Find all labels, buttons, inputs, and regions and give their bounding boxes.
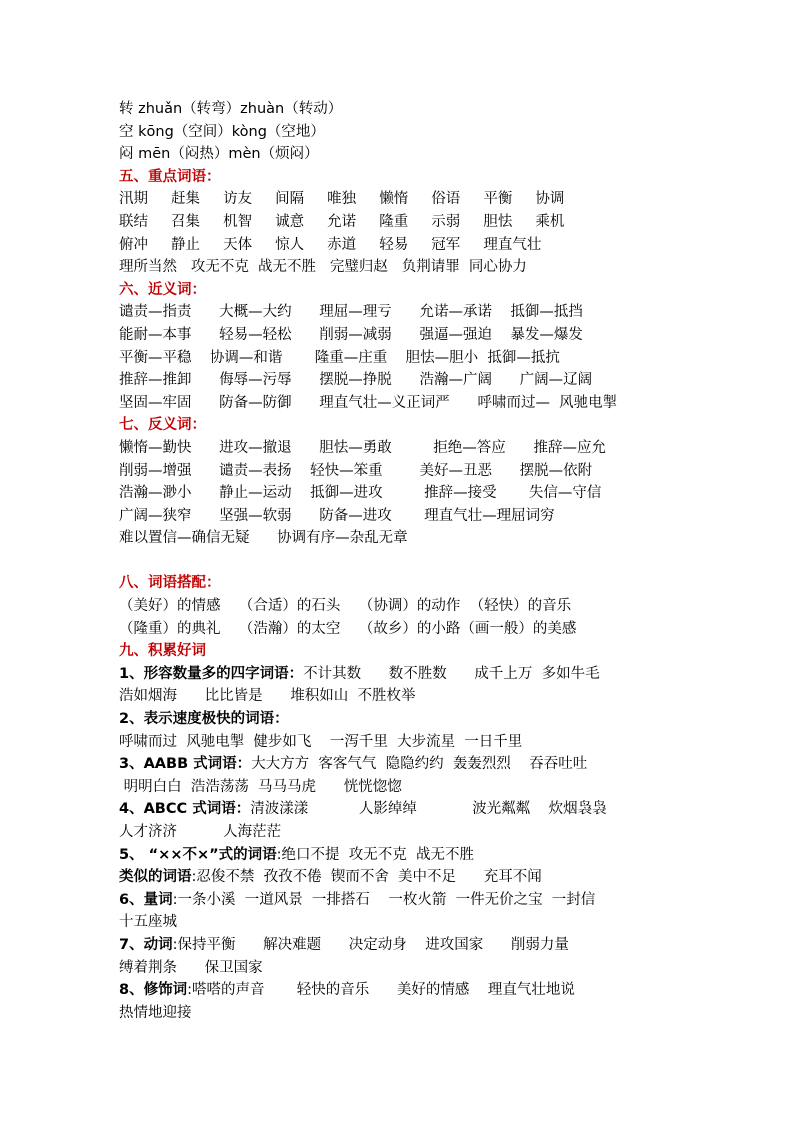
accumulate-line xyxy=(119,753,759,776)
word-row: 谴责—指责 大概—大约 理屈—理亏 允诺—承诺 抵御—抵挡 xyxy=(119,304,583,321)
accumulate-lead: 1、形容数量多的四字词语： xyxy=(119,665,304,682)
section-heading-antonyms: 七、反义词： xyxy=(119,417,206,434)
word-row: 平衡—平稳 协调—和谐 隆重—庄重 胆怯—胆小 抵御—抵抗 xyxy=(119,349,560,366)
accumulate-text: 不计其数 数不胜数 成千上万 多如牛毛 xyxy=(303,665,600,682)
document-content xyxy=(119,98,759,1024)
accumulate-line xyxy=(119,708,759,731)
word-row: 浩瀚—渺小 静止—运动 抵御—进攻 推辞—接受 失信—守信 xyxy=(119,485,602,502)
word-row: 推辞—推卸 侮辱—污辱 摆脱—挣脱 浩瀚—广阔 广阔—辽阔 xyxy=(119,372,593,389)
accumulate-line xyxy=(119,844,759,867)
accumulate-text: 浩如烟海 比比皆是 堆积如山 不胜枚举 xyxy=(119,688,416,705)
accumulate-line xyxy=(119,979,759,1002)
accumulate-line xyxy=(119,911,759,934)
accumulate-lead: 6、量词 xyxy=(119,891,173,908)
accumulate-lead: 类似的词语 xyxy=(119,869,192,886)
section-heading-accumulate-words: 九、积累好词 xyxy=(119,643,206,660)
word-row: 联结 召集 机智 诚意 允诺 隆重 示弱 胆怯 乘机 xyxy=(119,213,565,230)
word-row: 能耐—本事 轻易—轻松 削弱—减弱 强逼—强迫 暴发—爆发 xyxy=(119,326,583,343)
accumulate-line xyxy=(119,866,759,889)
accumulate-text: 十五座城 xyxy=(119,914,177,931)
accumulate-lead: 7、动词 xyxy=(119,936,173,953)
accumulate-line xyxy=(119,889,759,912)
word-row: 坚固—牢固 防备—防御 理直气壮—义正词严 呼啸而过— 风驰电掣 xyxy=(119,394,618,411)
polyphone-line: 转 zhuǎn（转弯）zhuàn（转动） xyxy=(119,101,343,117)
word-row: 俯冲 静止 天体 惊人 赤道 轻易 冠军 理直气壮 xyxy=(119,236,542,253)
accumulate-text: 大大方方 客客气气 隐隐约约 轰轰烈烈 吞吞吐吐 xyxy=(251,756,588,773)
accumulate-text: :忍俊不禁 孜孜不倦 锲而不舍 美中不足 充耳不闻 xyxy=(191,869,542,886)
polyphone-line: 闷 mēn（闷热）mèn（烦闷） xyxy=(119,146,319,163)
word-row: 广阔—狭窄 坚强—软弱 防备—进攻 理直气壮—理屈词穷 xyxy=(119,507,555,524)
accumulate-line xyxy=(119,776,759,799)
accumulate-text: :嗒嗒的声音 轻快的音乐 美好的情感 理直气壮地说 xyxy=(187,982,575,999)
accumulate-text: 热情地迎接 xyxy=(119,1004,192,1021)
accumulate-text: :一条小溪 一道风景 一排搭石 一枚火箭 一件无价之宝 一封信 xyxy=(172,891,596,908)
word-row: 削弱—增强 谴责—表扬 轻快—笨重 美好—丑恶 摆脱—依附 xyxy=(119,462,593,479)
accumulate-line xyxy=(119,663,759,686)
accumulate-line xyxy=(119,798,759,821)
word-row: 难以置信—确信无疑 协调有序—杂乱无章 xyxy=(119,530,408,547)
accumulate-lead: 8、修饰词 xyxy=(119,982,188,999)
accumulate-line xyxy=(119,821,759,844)
accumulate-line xyxy=(119,1002,759,1025)
accumulate-lead: 5、 “××不×”式的词语 xyxy=(119,846,277,863)
accumulate-text: 清波漾漾 人影绰绰 波光粼粼 炊烟袅袅 xyxy=(250,801,607,818)
word-row: 懒惰—勤快 进攻—撤退 胆怯—勇敢 拒绝—答应 推辞—应允 xyxy=(119,439,606,456)
accumulate-text: :绝口不提 攻无不克 战无不胜 xyxy=(276,846,474,863)
polyphone-line: 空 kōng（空间）kòng（空地） xyxy=(119,123,325,140)
accumulate-line xyxy=(119,934,759,957)
word-row: 汛期 赶集 访友 间隔 唯独 懒惰 俗语 平衡 协调 xyxy=(119,191,565,208)
section-heading-synonyms: 六、近义词： xyxy=(119,281,206,298)
word-row: 理所当然 攻无不克 战无不胜 完璧归赵 负荆请罪 同心协力 xyxy=(119,259,527,276)
accumulate-lead: 3、AABB 式词语： xyxy=(119,756,252,773)
accumulate-text: 呼啸而过 风驰电掣 健步如飞 一泻千里 大步流星 一日千里 xyxy=(119,733,523,750)
spacer xyxy=(119,550,759,573)
accumulate-line xyxy=(119,957,759,980)
accumulate-line xyxy=(119,731,759,754)
word-row: （隆重）的典礼 （浩瀚）的太空 （故乡）的小路（画一般）的美感 xyxy=(119,620,577,637)
accumulate-text: 缚着荆条 保卫国家 xyxy=(119,959,263,976)
accumulate-text: 人才济济 人海茫茫 xyxy=(119,824,282,840)
word-row: （美好）的情感 （合适）的石头 （协调）的动作 （轻快）的音乐 xyxy=(119,598,572,615)
section-heading-key-words: 五、重点词语： xyxy=(119,168,221,185)
accumulate-lead: 2、表示速度极快的词语： xyxy=(119,711,289,728)
accumulate-text: 明明白白 浩浩荡荡 马马马虎 恍恍惚惚 xyxy=(119,778,402,795)
accumulate-lead: 4、ABCC 式词语： xyxy=(119,801,251,818)
accumulate-line xyxy=(119,685,759,708)
accumulate-text: :保持平衡 解决难题 决定动身 进攻国家 削弱力量 xyxy=(172,936,569,953)
section-heading-collocations: 八、词语搭配： xyxy=(119,575,221,592)
